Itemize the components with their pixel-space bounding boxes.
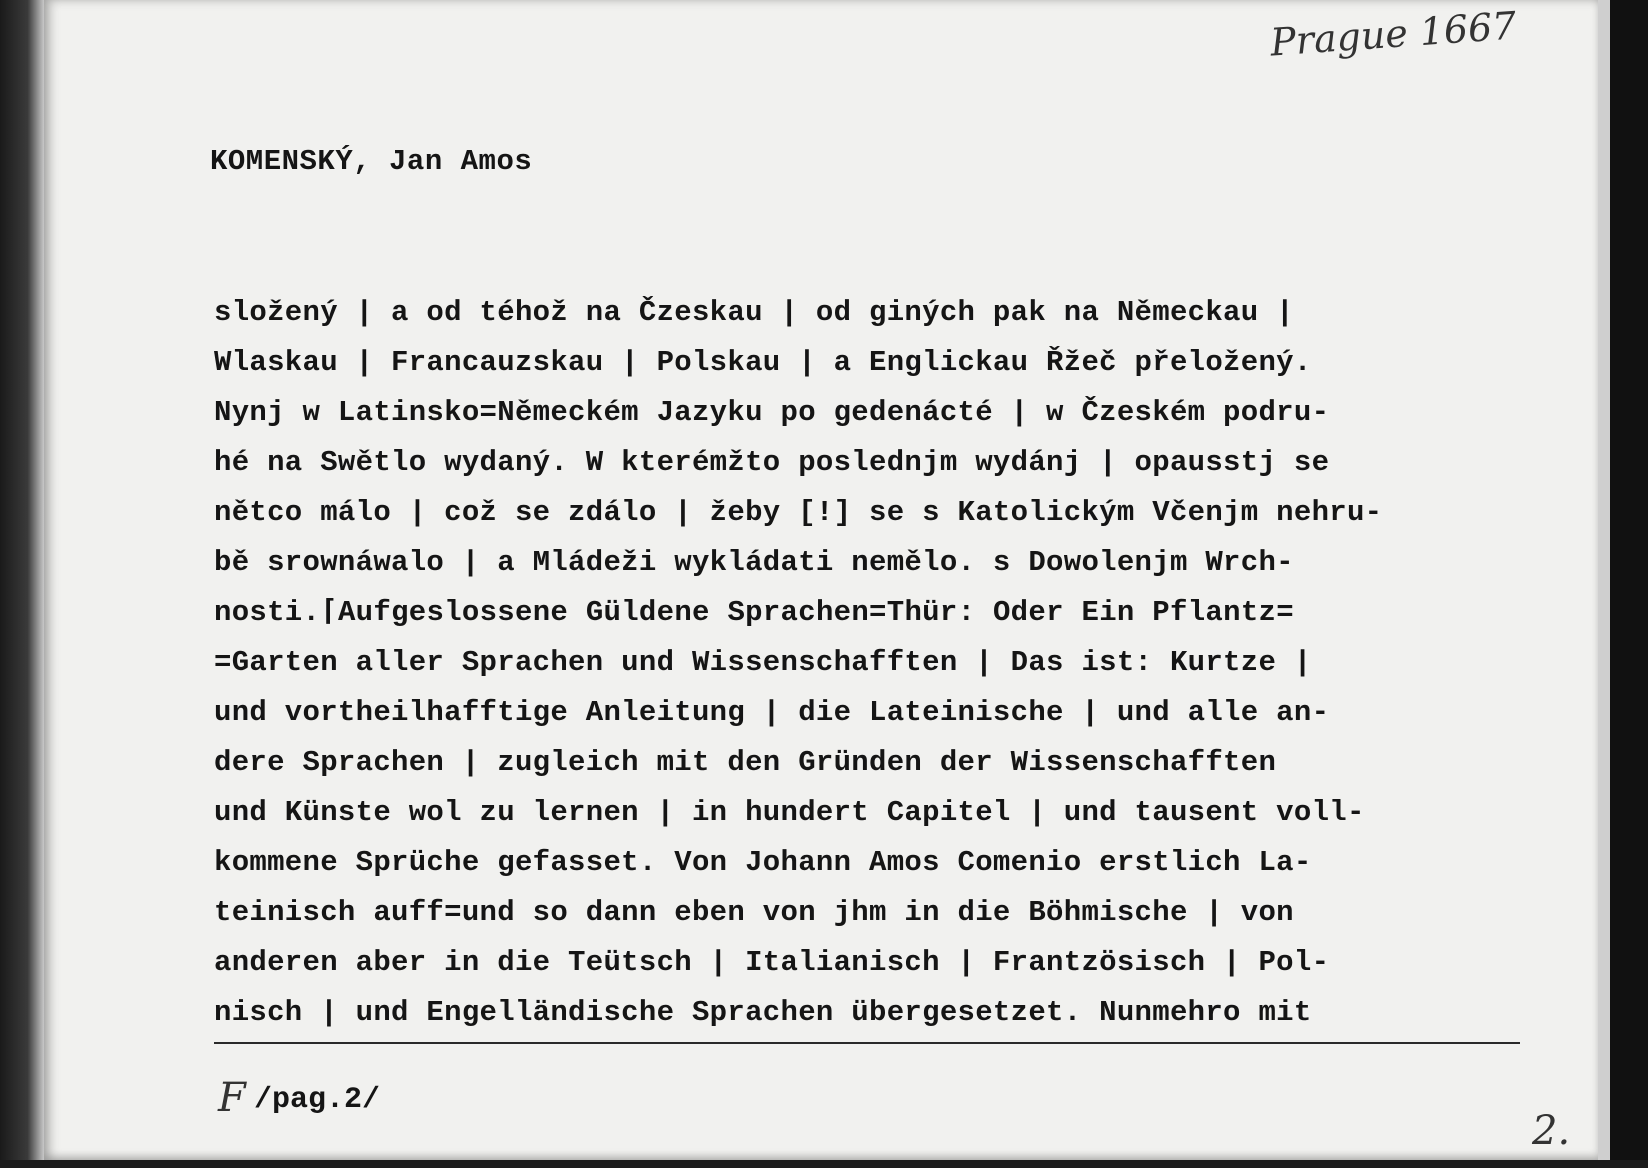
handwritten-place-date: Prague 1667	[1268, 3, 1518, 65]
scan-right-edge	[1610, 0, 1648, 1168]
body-line: und vortheilhafftige Anleitung | die Lateinische | und alle an-	[214, 696, 1330, 729]
body-line: nosti.⌈Aufgeslossene Güldene Sprachen=Thür: Oder Ein Pflantz=	[214, 596, 1294, 629]
footnote-divider	[214, 1042, 1520, 1044]
body-line: und Künste wol zu lernen | in hundert Capitel | und tausent voll-	[214, 796, 1365, 829]
body-line: =Garten aller Sprachen und Wissenschafften | Das ist: Kurtze |	[214, 646, 1312, 679]
handwritten-f-mark: F	[218, 1075, 246, 1121]
body-line: dere Sprachen | zugleich mit den Gründen der Wissenschafften	[214, 746, 1277, 779]
body-line: složený | a od téhož na Čzeskau | od giných pak na Německau |	[214, 296, 1294, 329]
card-heading-author: KOMENSKÝ, Jan Amos	[210, 145, 533, 178]
body-line: Nynj w Latinsko=Německém Jazyku po gedenácté | w Čzeském podru-	[214, 396, 1330, 429]
body-line: teinisch auff=und so dann eben von jhm in die Böhmische | von	[214, 896, 1294, 929]
body-line: anderen aber in die Teütsch | Italianisch | Frantzösisch | Pol-	[214, 946, 1330, 979]
body-line: bě srownáwalo | a Mládeži wykládati nemělo. s Dowolenjm Wrch-	[214, 546, 1294, 579]
body-line: kommene Sprüche gefasset. Von Johann Amos Comenio erstlich La-	[214, 846, 1312, 879]
scan-right-strip	[1598, 0, 1610, 1168]
body-line: nisch | und Engelländische Sprachen übergesetzet. Nunmehro mit	[214, 996, 1312, 1029]
body-line: hé na Swětlo wydaný. W kterémžto poslednjm wydánj | opausstj se	[214, 446, 1330, 479]
body-line: nětco málo | což se zdálo | žeby [!] se s Katolickým Včenjm nehru-	[214, 496, 1383, 529]
body-line: Wlaskau | Francauzskau | Polskau | a Englickau Řžeč přeložený.	[214, 346, 1312, 379]
handwritten-page-number: 2.	[1532, 1108, 1571, 1154]
scan-bottom-edge	[0, 1160, 1648, 1168]
card-body-text	[214, 288, 1534, 1038]
scan-left-edge	[0, 0, 46, 1168]
footnote-page-ref: /pag.2/	[254, 1083, 381, 1117]
